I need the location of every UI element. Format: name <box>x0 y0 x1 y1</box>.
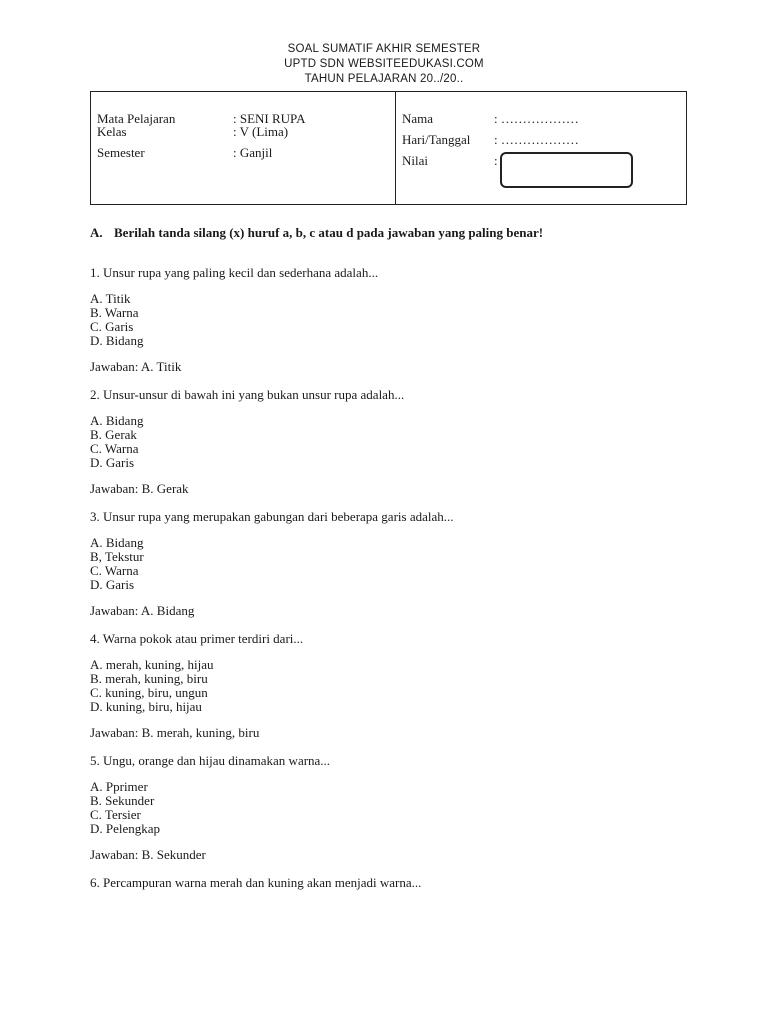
header-title: SOAL SUMATIF AKHIR SEMESTER <box>287 43 481 55</box>
document-header <box>0 42 768 87</box>
question-text: 2. Unsur-unsur di bawah ini yang bukan unsur rupa adalah... <box>90 387 405 402</box>
answer-option[interactable]: D. Bidang <box>90 333 144 348</box>
answer-key: Jawaban: A. Bidang <box>90 603 195 618</box>
question-item <box>90 387 690 497</box>
question-item <box>90 875 690 891</box>
answer-key: Jawaban: B. merah, kuning, biru <box>90 725 260 740</box>
answer-option[interactable]: B. Warna <box>90 305 139 320</box>
option-list <box>90 658 690 714</box>
question-item <box>90 265 690 375</box>
section-letter: A. <box>90 225 103 240</box>
nama-value[interactable]: : ……………… <box>494 111 579 126</box>
answer-option[interactable]: A. Bidang <box>90 413 144 428</box>
kelas-value: : V (Lima) <box>233 124 289 139</box>
answer-option[interactable]: D. Pelengkap <box>90 821 161 836</box>
nama-row <box>402 111 579 126</box>
answer-option[interactable]: B, Tekstur <box>90 549 144 564</box>
answer-option[interactable]: B. Sekunder <box>90 793 155 808</box>
identity-divider <box>395 92 396 204</box>
answer-option[interactable]: C. Tersier <box>90 807 141 822</box>
answer-key: Jawaban: B. Gerak <box>90 481 189 496</box>
answer-option[interactable]: A. Pprimer <box>90 779 148 794</box>
nilai-label: Nilai <box>402 153 428 168</box>
section-instruction-text: Berilah tanda silang (x) huruf a, b, c atau d pada jawaban yang paling benar! <box>114 225 544 240</box>
semester-value: : Ganjil <box>233 145 273 160</box>
nilai-score-box[interactable] <box>500 152 633 188</box>
answer-option[interactable]: C. kuning, biru, ungun <box>90 685 208 700</box>
answer-option[interactable]: B. Gerak <box>90 427 137 442</box>
answer-option[interactable]: D. Garis <box>90 455 135 470</box>
answer-option[interactable]: A. Titik <box>90 291 131 306</box>
header-year: TAHUN PELAJARAN 20../20.. <box>304 73 464 85</box>
question-item <box>90 509 690 619</box>
header-school: UPTD SDN WEBSITEEDUKASI.COM <box>284 58 484 70</box>
option-list <box>90 414 690 470</box>
answer-option[interactable]: A. merah, kuning, hijau <box>90 657 214 672</box>
mapel-label: Mata Pelajaran <box>97 111 176 126</box>
answer-option[interactable]: D. kuning, biru, hijau <box>90 699 202 714</box>
option-list <box>90 292 690 348</box>
option-list <box>90 536 690 592</box>
answer-option[interactable]: C. Garis <box>90 319 134 334</box>
tanggal-label: Hari/Tanggal <box>402 132 471 147</box>
kelas-row <box>97 124 288 139</box>
semester-label: Semester <box>97 145 145 160</box>
nilai-row <box>402 153 498 168</box>
answer-key: Jawaban: A. Titik <box>90 359 182 374</box>
answer-option[interactable]: C. Warna <box>90 563 139 578</box>
nama-label: Nama <box>402 111 434 126</box>
question-text: 1. Unsur rupa yang paling kecil dan sederhana adalah... <box>90 265 379 280</box>
question-item <box>90 753 690 863</box>
mapel-value: : SENI RUPA <box>233 111 306 126</box>
answer-key: Jawaban: B. Sekunder <box>90 847 206 862</box>
identity-box <box>90 91 687 205</box>
answer-option[interactable]: B. merah, kuning, biru <box>90 671 208 686</box>
option-list <box>90 780 690 836</box>
answer-option[interactable]: D. Garis <box>90 577 135 592</box>
tanggal-row <box>402 132 579 147</box>
nilai-colon: : <box>494 153 498 168</box>
question-item <box>90 631 690 741</box>
semester-row <box>97 145 272 160</box>
answer-option[interactable]: A. Bidang <box>90 535 144 550</box>
question-text: 6. Percampuran warna merah dan kuning akan menjadi warna... <box>90 875 422 890</box>
answer-option[interactable]: C. Warna <box>90 441 139 456</box>
kelas-label: Kelas <box>97 124 127 139</box>
question-text: 3. Unsur rupa yang merupakan gabungan dari beberapa garis adalah... <box>90 509 454 524</box>
question-text: 4. Warna pokok atau primer terdiri dari... <box>90 631 304 646</box>
tanggal-value[interactable]: : ……………… <box>494 132 579 147</box>
question-list <box>90 265 690 903</box>
question-text: 5. Ungu, orange dan hijau dinamakan warna... <box>90 753 331 768</box>
section-instruction <box>90 225 543 241</box>
